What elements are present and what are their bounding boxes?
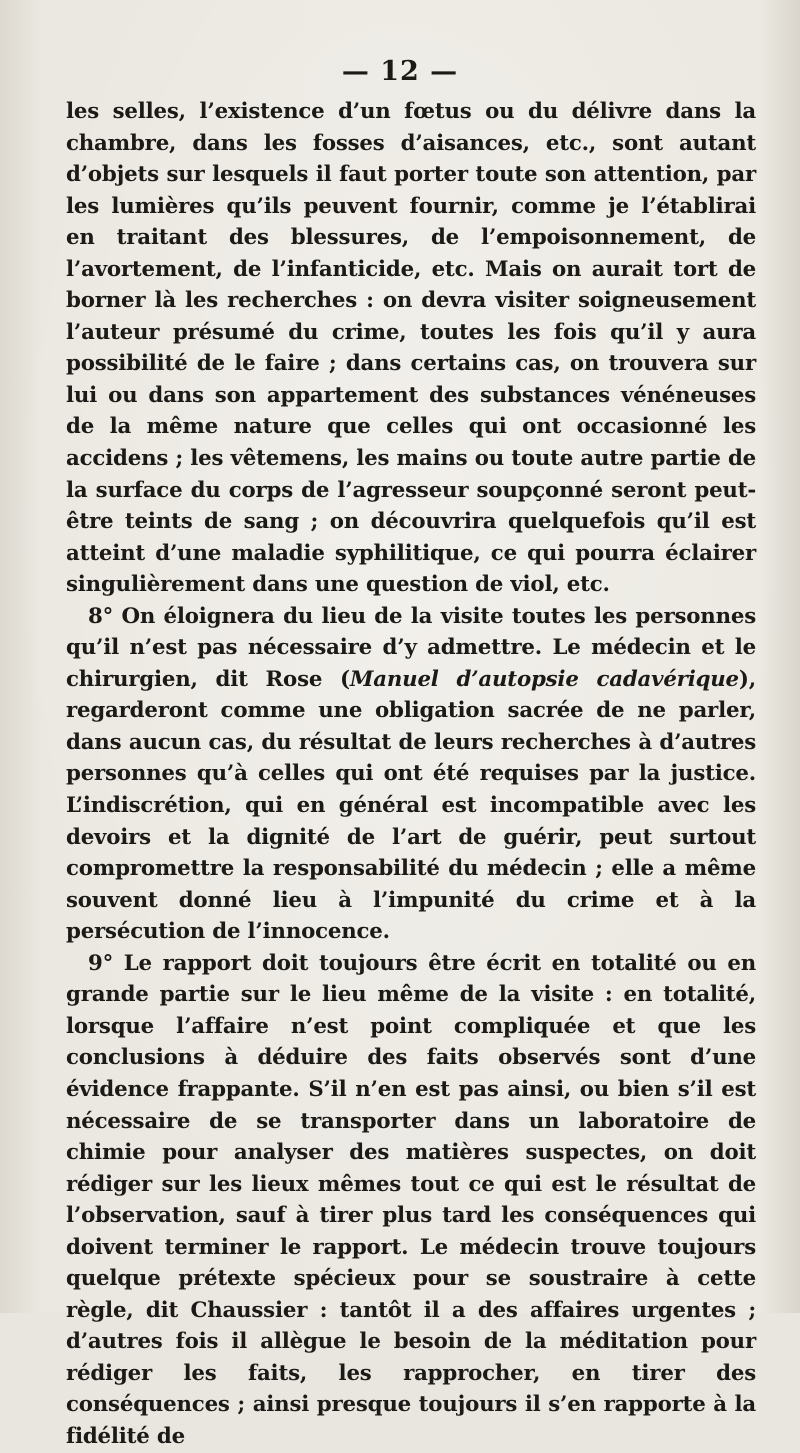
paragraph-point-9: 9° Le rapport doit toujours être écrit en totalité ou en grande partie sur le lieu même de la visite : en totalité, lorsque l’affaire n’est point compliquée et que les conclusions à déduire des faits observés sont d’une évidence frappante. S’il n’en est pas ainsi, ou bien s’il est nécessaire de se transporter dans un laboratoire de chimie pour analyser des matières suspectes, on doit rédiger sur les lieux mêmes tout ce qui est le résultat de l’observation, sauf à tirer plus tard les conséquences qui doivent terminer le rapport. Le médecin trouve toujours quelque prétexte spécieux pour se soustraire à cette règle, dit Chaussier : tantôt il a des affaires urgentes ; d’autres fois il allègue le besoin de la méditation pour rédiger les faits, les rapprocher, en tirer des conséquences ; ainsi presque toujours il s’en rapporte à la fidélité de — [66, 950, 756, 1449]
paragraph-point-8-text-after: ), regarderont comme une obligation sacrée de ne parler, dans aucun cas, du résultat de leurs recherches à d’autres personnes qu’à celles qui ont été requises par la justice. L’indiscrétion, qui en général est incompatible avec les devoirs et la dignité de l’art de guérir, peut surtout compromettre la responsabilité du médecin ; elle a même souvent donné lieu à l’impunité du crime et à la persécution de l’innocence. — [66, 666, 756, 945]
paragraph-continuation: les selles, l’existence d’un fœtus ou du délivre dans la chambre, dans les fosses d’aisances, etc., sont autant d’objets sur lesquels il faut porter toute son attention, par les lumières qu’ils peuvent fournir, comme je l’établirai en traitant des blessures, de l’empoisonnement, de l’avortement, de l’infanticide, etc. Mais on aurait tort de borner là les recherches : on devra visiter soigneusement l’auteur présumé du crime, toutes les fois qu’il y aura possibilité de le faire ; dans certains cas, on trouvera sur lui ou dans son appartement des substances vénéneuses de la même nature que celles qui ont occasionné les accidens ; les vêtemens, les mains ou toute autre partie de la surface du corps de l’agresseur soupçonné seront peut-être teints de sang ; on découvrira quelquefois qu’il est atteint d’une maladie syphilitique, ce qui pourra éclairer singulièrement dans une question de viol, etc. — [66, 99, 756, 598]
body-text — [66, 96, 756, 1453]
page-number: — 12 — — [341, 56, 459, 87]
book-title-italic: Manuel d’autopsie cadavérique — [349, 666, 739, 692]
paragraph-point-8 — [66, 601, 756, 948]
paragraph-point-8-text-before: 8° On éloignera du lieu de la visite toutes les personnes qu’il n’est pas nécessaire d’y admettre. Le médecin et le chirurgien, dit Rose ( — [66, 603, 756, 692]
